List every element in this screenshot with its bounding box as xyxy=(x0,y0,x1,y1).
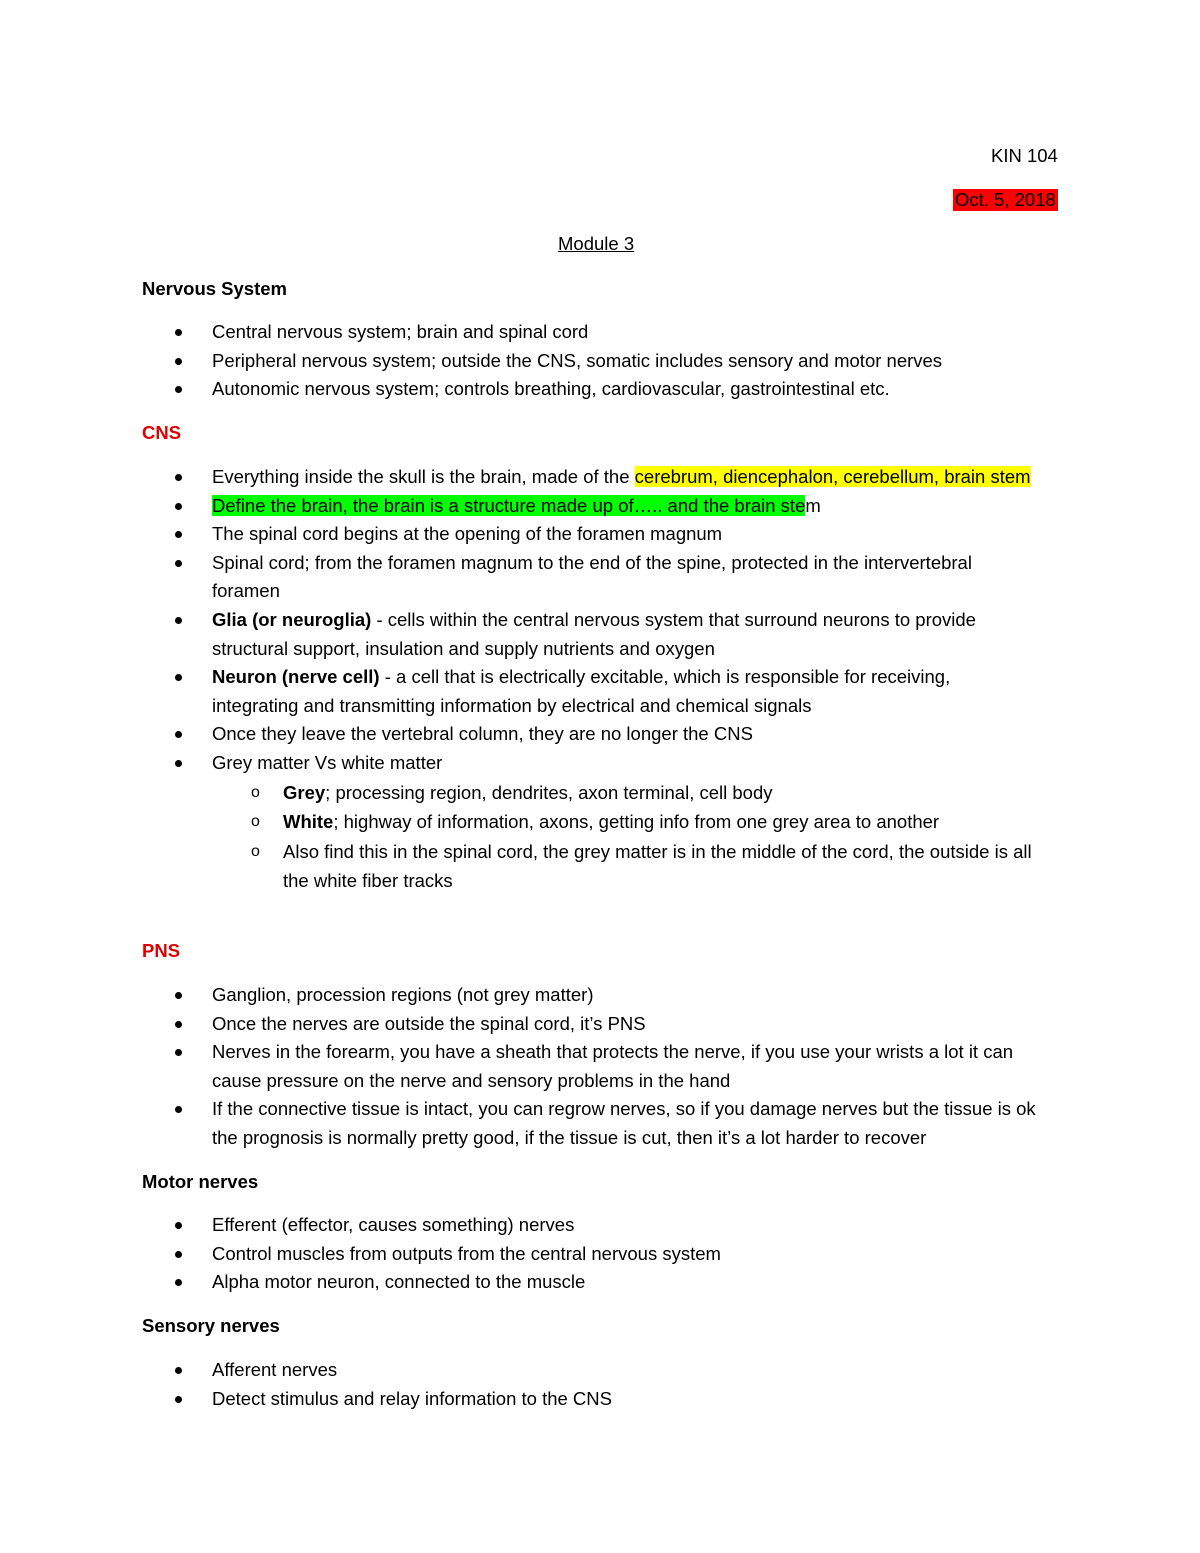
sublist-item-text: ; highway of information, axons, getting info from one grey area to another xyxy=(333,811,940,833)
list-cns xyxy=(0,463,1062,896)
heading-cns: CNS xyxy=(142,422,182,443)
list-item: Autonomic nervous system; controls breathing, cardiovascular, gastrointestinal etc. xyxy=(0,375,1062,404)
list-item: Peripheral nervous system; outside the CNS, somatic includes sensory and motor nerves xyxy=(0,347,1062,376)
list-pns xyxy=(0,981,1062,1153)
list-item: Once they leave the vertebral column, they are no longer the CNS xyxy=(0,720,1062,749)
lecture-date: Oct. 5, 2018 xyxy=(955,189,1056,210)
heading-motor-nerves: Motor nerves xyxy=(142,1171,259,1192)
list-item: The spinal cord begins at the opening of the foramen magnum xyxy=(0,520,1062,549)
list-item xyxy=(0,749,1062,896)
list-item-text: - a cell that is electrically excitable, which is responsible for receiving, integrating and transmitting information by electrical and chemical signals xyxy=(212,666,951,716)
list-item: Once the nerves are outside the spinal cord, it’s PNS xyxy=(0,1010,1062,1039)
heading-nervous-system: Nervous System xyxy=(142,278,287,299)
list-nervous-system xyxy=(0,318,1062,404)
highlight-yellow: cerebrum, diencephalon, cerebellum, brain stem xyxy=(634,466,1031,487)
list-item: Nerves in the forearm, you have a sheath that protects the nerve, if you use your wrists a lot it can cause pressure on the nerve and sensory problems in the hand xyxy=(0,1038,1052,1095)
term-grey: Grey xyxy=(283,781,326,803)
term-glia: Glia (or neuroglia) xyxy=(212,608,372,630)
list-item: Central nervous system; brain and spinal cord xyxy=(0,318,1062,347)
list-item xyxy=(0,492,1062,521)
list-item: Spinal cord; from the foramen magnum to the end of the spine, protected in the intervertebral foramen xyxy=(0,549,1042,606)
term-neuron: Neuron (nerve cell) xyxy=(212,666,380,688)
list-item xyxy=(0,606,1032,663)
highlight-green: Define the brain, the brain is a structure made up of….. and the brain ste xyxy=(212,494,806,516)
sublist-item xyxy=(212,807,1062,837)
list-item: Ganglion, procession regions (not grey matter) xyxy=(0,981,1062,1010)
module-title: Module 3 xyxy=(558,233,635,254)
list-item xyxy=(0,463,1047,492)
list-item xyxy=(0,663,1002,720)
course-code: KIN 104 xyxy=(991,145,1058,166)
term-white: White xyxy=(283,811,334,833)
list-motor-nerves xyxy=(0,1211,1062,1297)
list-item: If the connective tissue is intact, you can regrow nerves, so if you damage nerves but the tissue is ok the prognosis is normally pretty good, if the tissue is cut, then it’s a lot harder to recover xyxy=(0,1095,1047,1152)
list-item: Control muscles from outputs from the central nervous system xyxy=(0,1240,1062,1269)
heading-pns: PNS xyxy=(142,940,181,961)
sublist-item xyxy=(212,778,1062,808)
heading-sensory-nerves: Sensory nerves xyxy=(142,1315,280,1336)
list-item: Detect stimulus and relay information to the CNS xyxy=(0,1385,1062,1414)
list-item: Afferent nerves xyxy=(0,1356,1062,1385)
sublist-item-text: ; processing region, dendrites, axon terminal, cell body xyxy=(325,781,773,803)
list-item-text: m xyxy=(805,494,821,516)
list-item: Efferent (effector, causes something) nerves xyxy=(0,1211,1062,1240)
sublist-grey-white xyxy=(212,778,1062,896)
list-item-text: - cells within the central nervous system that surround neurons to provide structural support, insulation and supply nutrients and oxygen xyxy=(212,608,976,659)
list-sensory-nerves xyxy=(0,1356,1062,1413)
list-item-text: Grey matter Vs white matter xyxy=(212,751,443,773)
sublist-item: o Also find this in the spinal cord, the grey matter is in the middle of the cord, the outside is all the white fiber tracks xyxy=(212,837,1053,896)
list-item-text: Everything inside the skull is the brain, made of the xyxy=(212,466,635,487)
list-item: Alpha motor neuron, connected to the muscle xyxy=(0,1268,1062,1297)
